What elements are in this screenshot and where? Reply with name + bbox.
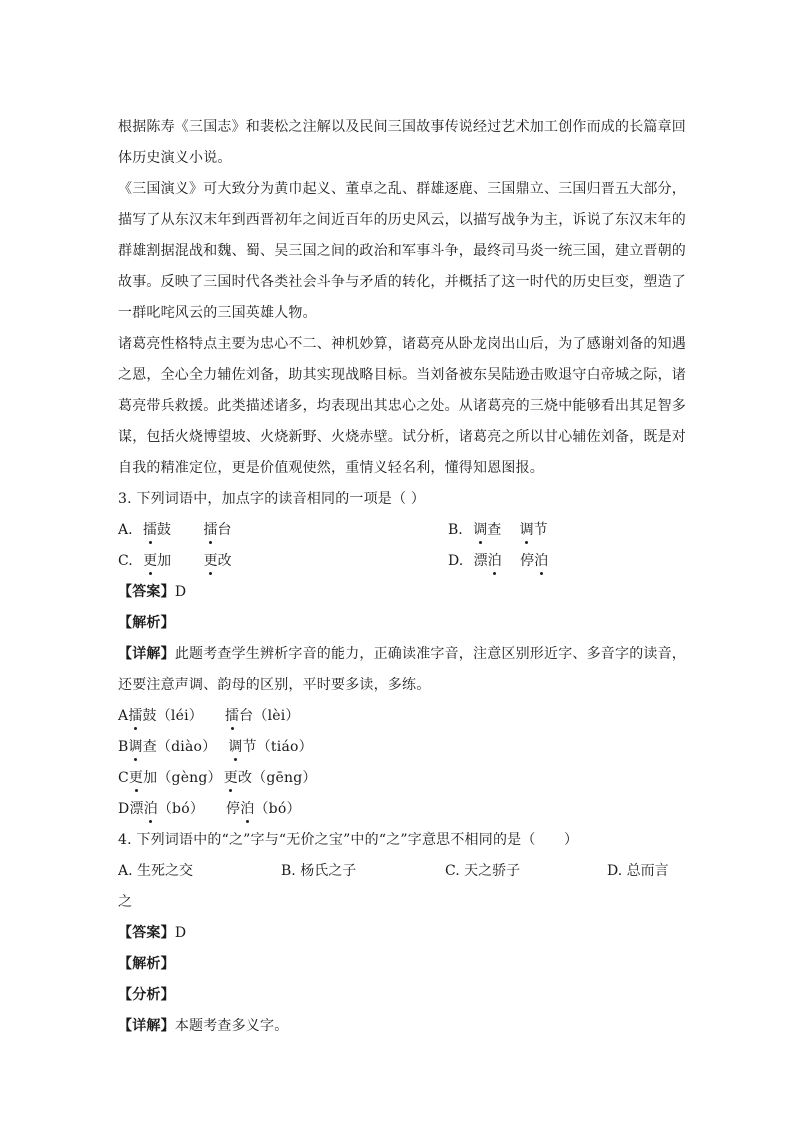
zhuge-line-3: 葛亮带兵救援。此类描述诸多，均表现出其忠心之处。从诸葛亮的三烧中能够看出其足智多 (118, 398, 686, 414)
q3-detail-line-1: 【详解】此题考查学生辨析字音的能力，正确读准字音，注意区别形近字、多音字的读音， (118, 646, 687, 662)
emphasis-char: 擂 (203, 515, 217, 546)
q4-fenxi-heading: 【分析】 (118, 987, 175, 1003)
zhuge-line-2: 之恩，全心全力辅佐刘备，助其实现战略目标。当刘备被东吴陆逊击败退守白帝城之际，诸 (118, 367, 686, 383)
q4-analysis-heading: 【解析】 (118, 956, 175, 972)
summary-line-5: 一群叱咤风云的三国英雄人物。 (118, 305, 317, 321)
zhuge-line-1: 诸葛亮性格特点主要为忠心不二、神机妙算，诸葛亮从卧龙岗出山后，为了感谢刘备的知遇 (118, 336, 686, 352)
summary-line-4: 故事。反映了三国时代各类社会斗争与矛盾的转化，并概括了这一时代的历史巨变，塑造了 (118, 274, 686, 290)
q4-option-d: D. 总而言 (607, 863, 669, 879)
emphasis-char: 调 (473, 515, 487, 546)
intro-line-2: 体历史演义小说。 (118, 150, 232, 166)
q4-option-c: C. 天之骄子 (445, 863, 521, 879)
emphasis-char: 泊 (534, 546, 548, 577)
emphasis-char: 泊 (488, 546, 502, 577)
detail-tag: 【详解】 (118, 646, 175, 662)
document-page (118, 112, 687, 1042)
q3-option-c: C. 更加 更改 (118, 546, 232, 577)
q3-answer (118, 577, 676, 608)
emphasis-char: 擂 (143, 515, 157, 546)
summary-line-3: 群雄割据混战和魏、蜀、吴三国之间的政治和军事斗争，最终司马炎一统三国，建立晋朝的 (118, 243, 686, 259)
answer-value: D (174, 584, 187, 600)
intro-line-1: 根据陈寿《三国志》和裴松之注解以及民间三国故事传说经过艺术加工创作而成的长篇章回 (118, 119, 686, 135)
emphasis-char: 更 (143, 546, 157, 577)
q4-detail: 【详解】本题考查多义字。 (118, 1018, 289, 1034)
zhuge-line-4: 谋，包括火烧博望坡、火烧新野、火烧赤壁。试分析，诸葛亮之所以甘心辅佐刘备，既是对 (118, 429, 686, 445)
q3-detail-line-2: 还要注意声调、韵母的区别，平时要多读，多练。 (118, 677, 431, 693)
q4-option-b: B. 杨氏之子 (281, 863, 357, 879)
zhuge-line-5: 自我的精准定位，更是价值观使然，重情义轻名利，懂得知恩图报。 (118, 460, 544, 476)
q4-option-a: A. 生死之交 (118, 863, 194, 879)
summary-line-2: 描写了从东汉末年到西晋初年之间近百年的历史风云，以描写战争为主，诉说了东汉末年的 (118, 212, 686, 228)
q3-option-b: B. 调查 调节 (448, 515, 548, 546)
q3-options-row-1 (118, 515, 676, 546)
q4-options-row (118, 856, 676, 887)
q3-question: 3. 下列词语中，加点字的读音相同的一项是（ ） (118, 491, 426, 507)
q3-options-row-2 (118, 546, 676, 577)
q3-analysis-heading: 【解析】 (118, 615, 175, 631)
q3-explain-a: A擂鼓（léi） 擂台（lèi） (118, 701, 676, 732)
emphasis-char: 更 (204, 546, 218, 577)
q4-answer: 【答案】D (118, 925, 187, 941)
q3-explain-c: C更加（gèng） 更改（gēng） (118, 763, 676, 794)
q4-option-d-wrap: 之 (118, 894, 133, 910)
q3-explain-b: B调查（diào） 调节（tiáo） (118, 732, 676, 763)
q3-option-d: D. 漂泊 停泊 (448, 546, 548, 577)
summary-line-1: 《三国演义》可大致分为黄巾起义、董卓之乱、群雄逐鹿、三国鼎立、三国归晋五大部分， (118, 181, 686, 197)
answer-tag: 【答案】 (118, 584, 175, 600)
emphasis-char: 调 (520, 515, 534, 546)
q3-option-a: A. 擂鼓 擂台 (118, 515, 231, 546)
q3-explain-d: D漂泊（bó） 停泊（bó） (118, 794, 676, 825)
q4-question: 4. 下列词语中的“之”字与“无价之宝”中的“之”字意思不相同的是（ ） (118, 832, 579, 848)
